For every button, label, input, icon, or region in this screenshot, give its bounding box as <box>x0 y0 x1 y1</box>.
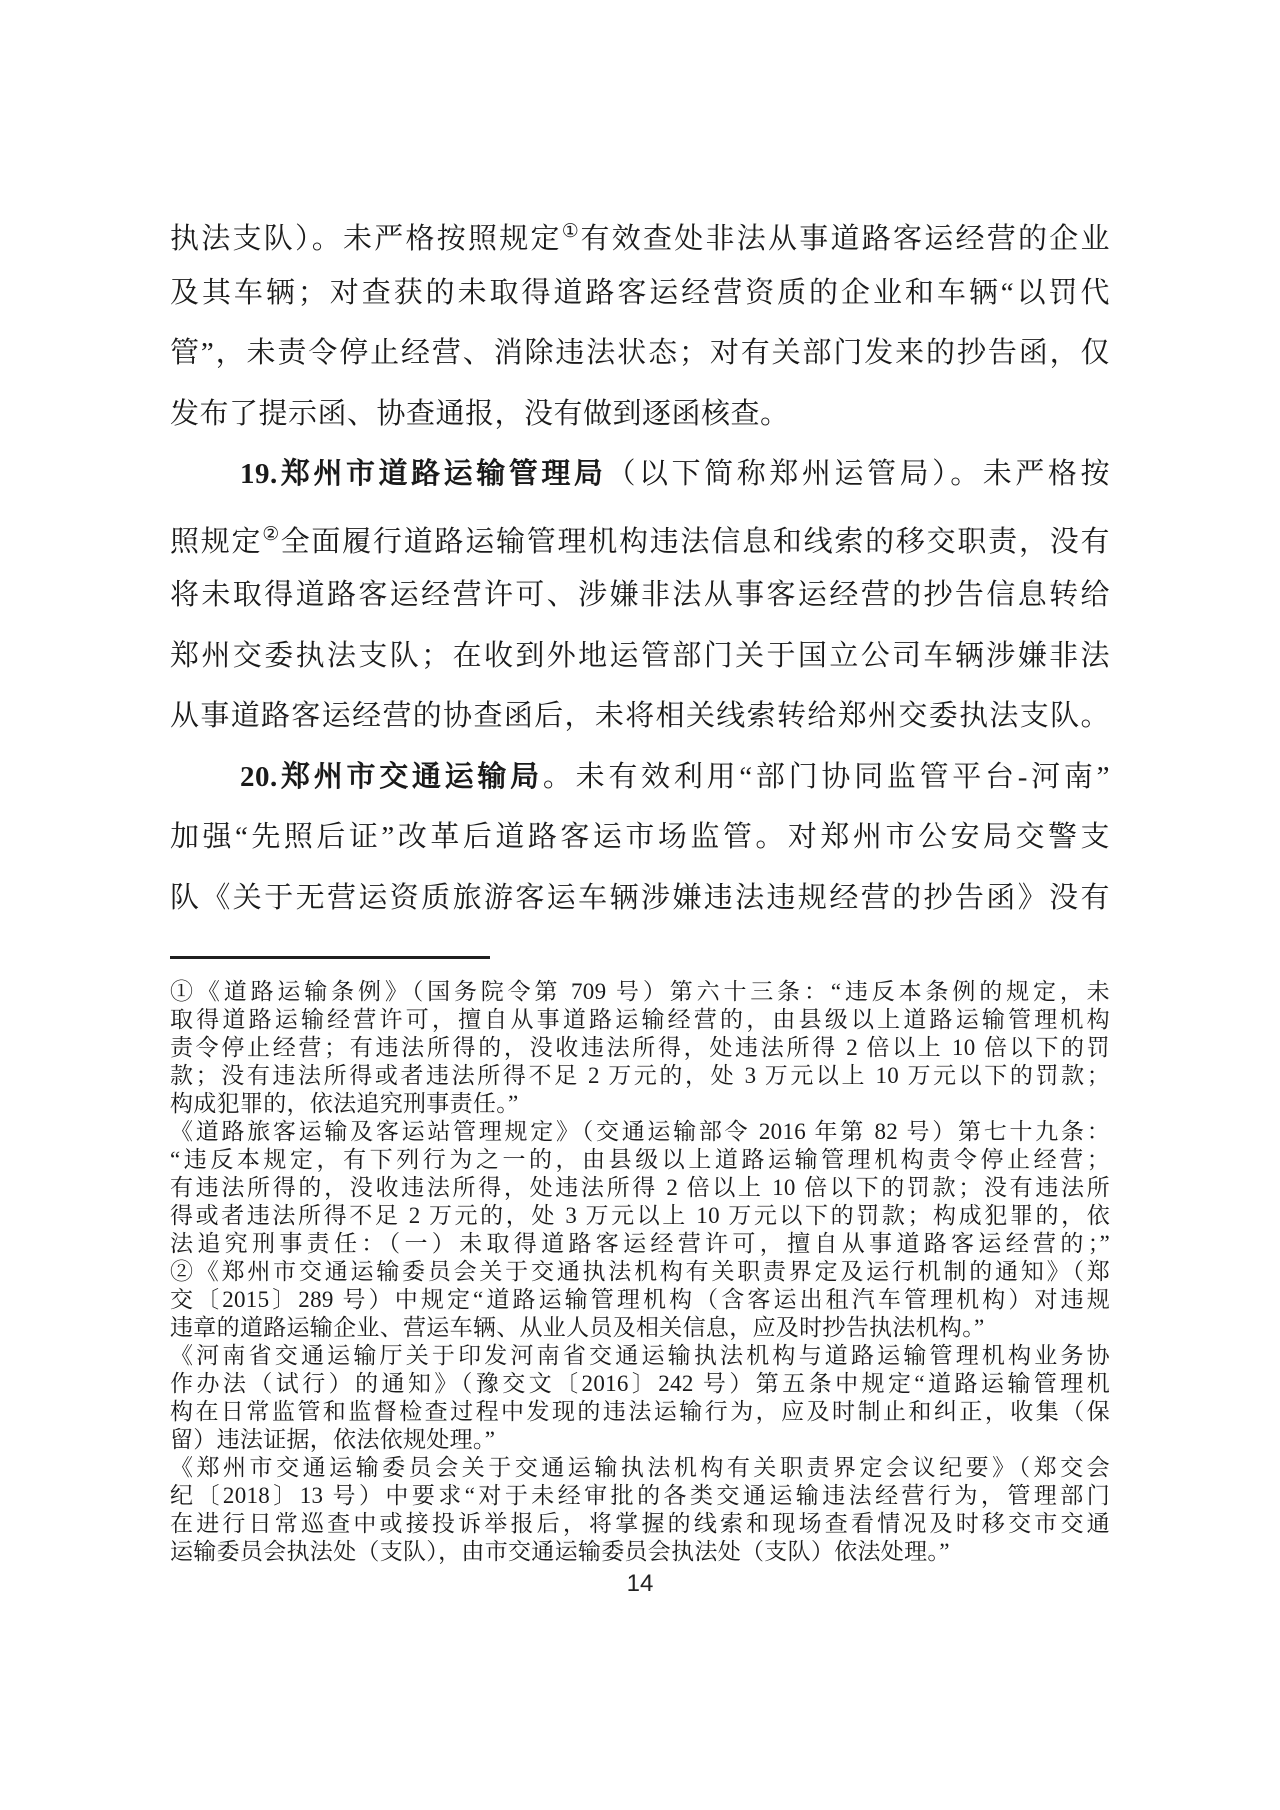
body-segment: 加强“先照后证”改革后道路客运市场监管。对郑州市公安局交警支 <box>170 821 1110 853</box>
footnote-line: 责令停止经营；有违法所得的，没收违法所得，处违法所得 2 倍以上 10 倍以下的罚 <box>170 1035 1110 1060</box>
footnote-line: 留）违法证据，依法依规处理。” <box>170 1427 496 1452</box>
body-segment: （以下简称郑州运管局）。未严格按 <box>606 458 1110 490</box>
paragraph-number-heading: 19.郑州市道路运输管理局 <box>240 458 607 490</box>
footnote-line: 构成犯罪的，依法追究刑事责任。” <box>170 1091 519 1116</box>
footnotes <box>170 978 1110 1566</box>
body-line <box>170 202 1110 263</box>
body-segment: 照规定 <box>170 525 263 558</box>
body-line <box>170 626 1110 687</box>
footnote-line: 取得道路运输经营许可，擅自从事道路运输经营的，由县级以上道路运输管理机构 <box>170 1007 1110 1032</box>
body-text <box>170 202 1110 928</box>
footnote-line: 作办法（试行）的通知》（豫交文〔2016〕242 号）第五条中规定“道路运输管理机 <box>170 1371 1110 1396</box>
footnote-line: 得或者违法所得不足 2 万元的，处 3 万元以上 10 万元以下的罚款；构成犯罪的，依 <box>170 1203 1110 1228</box>
body-segment: 发布了提示函、协查通报，没有做到逐函核查。 <box>170 397 790 430</box>
body-segment: 。未有效利用“部门协同监管平台-河南” <box>542 760 1110 793</box>
body-segment: 郑州交委执法支队；在收到外地运管部门关于国立公司车辆涉嫌非法 <box>170 639 1110 672</box>
body-segment: 将未取得道路客运经营许可、涉嫌非法从事客运经营的抄告信息转给 <box>170 579 1110 611</box>
footnote-marker-superscript: ① <box>561 221 581 242</box>
body-segment: 管”，未责令停止经营、消除违法状态；对有关部门发来的抄告函，仅 <box>170 337 1110 369</box>
footnote-line: 交〔2015〕289 号）中规定“道路运输管理机构（含客运出租汽车管理机构）对违规 <box>170 1287 1110 1312</box>
body-line <box>170 747 1110 808</box>
page-number: 14 <box>626 1570 654 1597</box>
footnote-line: 款；没有违法所得或者违法所得不足 2 万元的，处 3 万元以上 10 万元以下的罚款； <box>170 1063 1110 1088</box>
footnote-marker-superscript: ② <box>262 523 281 545</box>
body-line <box>170 565 1110 626</box>
footnote-separator <box>170 956 490 959</box>
footnote-line: 构在日常监管和监督检查过程中发现的违法运输行为，应及时制止和纠正，收集（保 <box>170 1399 1110 1424</box>
body-line <box>170 807 1110 868</box>
footnote-line: 违章的道路运输企业、营运车辆、从业人员及相关信息，应及时抄告执法机构。” <box>170 1315 985 1340</box>
body-line <box>170 505 1110 566</box>
footnote-line: 《道路旅客运输及客运站管理规定》（交通运输部令 2016 年第 82 号）第七十九条： <box>170 1119 1110 1144</box>
footnote-line: 《郑州市交通运输委员会关于交通运输执法机构有关职责界定会议纪要》（郑交会 <box>170 1455 1110 1480</box>
body-segment: 全面履行道路运输管理机构违法信息和线索的移交职责，没有 <box>280 525 1110 558</box>
body-line <box>170 444 1110 505</box>
body-line <box>170 384 1110 445</box>
body-line <box>170 686 1110 747</box>
body-segment: 执法支队）。未严格按照规定 <box>170 223 562 255</box>
body-line <box>170 263 1110 324</box>
body-segment: 队《关于无营运资质旅游客运车辆涉嫌违法违规经营的抄告函》没有 <box>170 881 1110 914</box>
footnote-line: 法追究刑事责任：（一）未取得道路客运经营许可，擅自从事道路客运经营的；” <box>170 1231 1110 1256</box>
body-line <box>170 868 1110 929</box>
body-segment: 从事道路客运经营的协查函后，未将相关线索转给郑州交委执法支队。 <box>170 700 1110 732</box>
footnote-line: ②《郑州市交通运输委员会关于交通执法机构有关职责界定及运行机制的通知》（郑 <box>170 1259 1110 1284</box>
body-segment: 及其车辆；对查获的未取得道路客运经营资质的企业和车辆“以罚代 <box>170 276 1110 309</box>
footnote-line: 在进行日常巡查中或接投诉举报后，将掌握的线索和现场查看情况及时移交市交通 <box>170 1511 1110 1536</box>
body-line <box>170 323 1110 384</box>
footnote-line: “违反本规定，有下列行为之一的，由县级以上道路运输管理机构责令停止经营； <box>170 1147 1110 1172</box>
footnote-line: 纪〔2018〕13 号）中要求“对于未经审批的各类交通运输违法经营行为，管理部门 <box>170 1483 1110 1508</box>
footnote-line: ①《道路运输条例》（国务院令第 709 号）第六十三条：“违反本条例的规定，未 <box>170 979 1110 1004</box>
body-segment: 有效查处非法从事道路客运经营的企业 <box>580 223 1110 255</box>
paragraph-number-heading: 20.郑州市交通运输局 <box>240 760 543 793</box>
footnote-line: 运输委员会执法处（支队），由市交通运输委员会执法处（支队）依法处理。” <box>170 1539 950 1564</box>
footnote-line: 《河南省交通运输厅关于印发河南省交通运输执法机构与道路运输管理机构业务协 <box>170 1343 1110 1368</box>
footnote-line: 有违法所得的，没收违法所得，处违法所得 2 倍以上 10 倍以下的罚款；没有违法所 <box>170 1175 1110 1200</box>
